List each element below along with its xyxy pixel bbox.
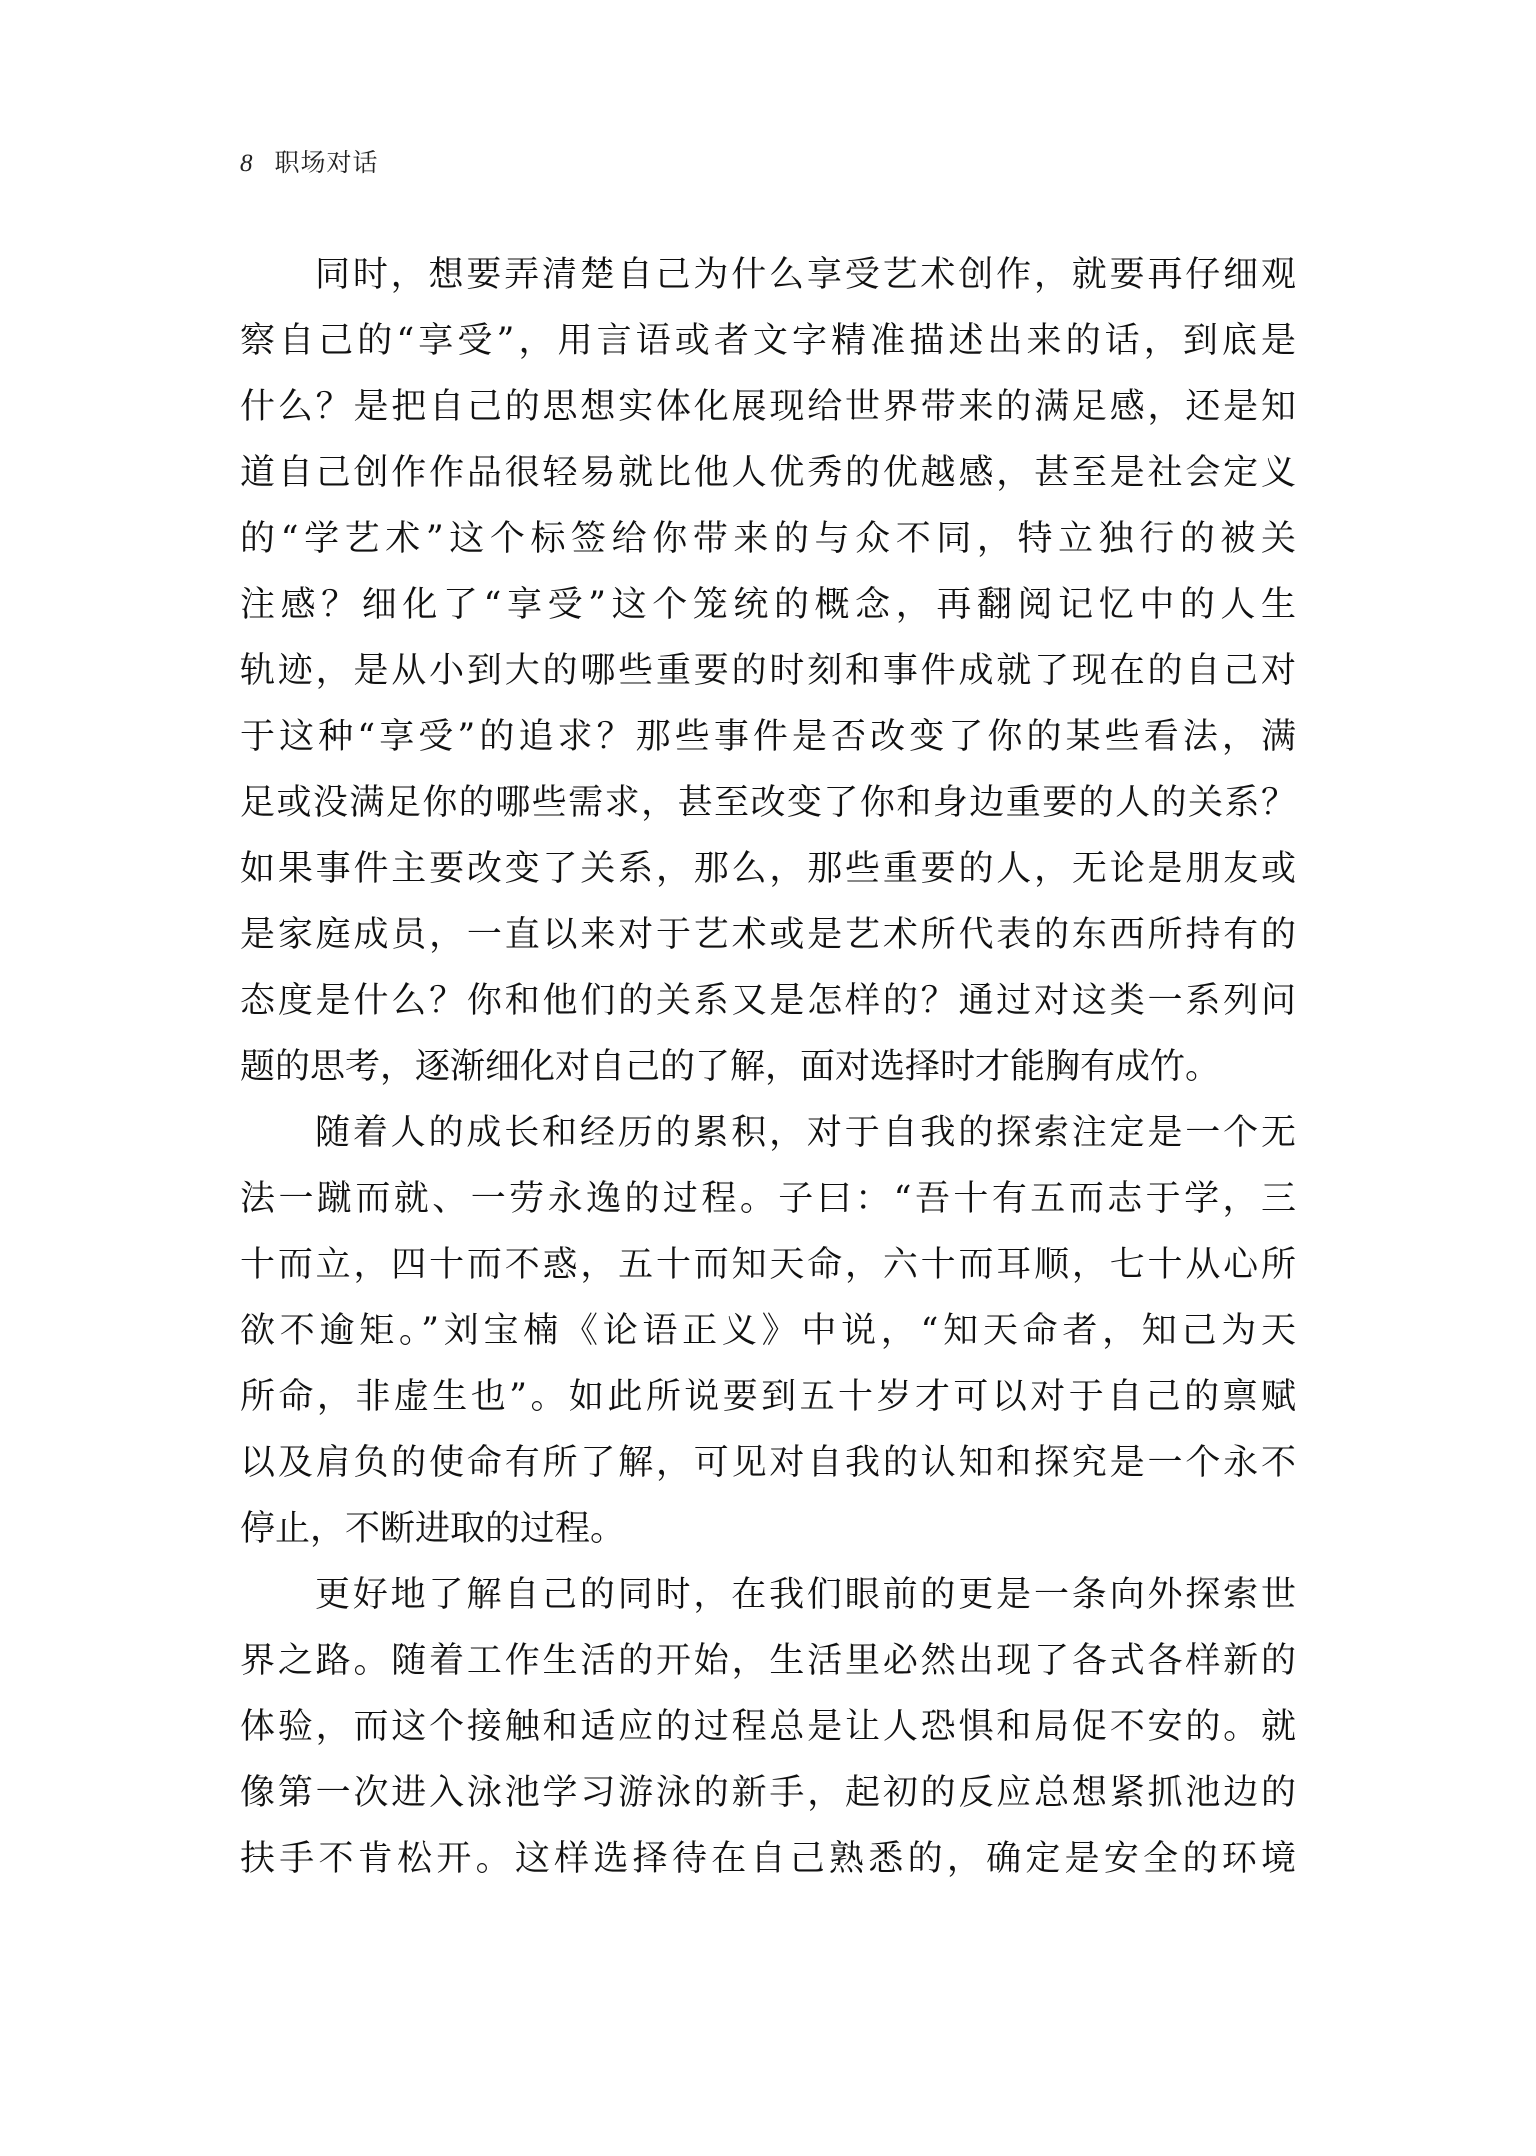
running-header [240, 143, 379, 179]
paragraph-3 [240, 1562, 1296, 1892]
text-line: 是家庭成员，一直以来对于艺术或是艺术所代表的东西所持有的 [240, 915, 1296, 955]
running-title: 职场对话 [274, 148, 379, 177]
paragraph-1 [240, 242, 1296, 1100]
text-line: 法一蹴而就、一劳永逸的过程。子曰：“吾十有五而志于学，三 [240, 1179, 1296, 1219]
body-text [240, 242, 1296, 1892]
text-line: 足或没满足你的哪些需求，甚至改变了你和身边重要的人的关系？ [240, 783, 1296, 823]
text-line: 察自己的“享受”，用言语或者文字精准描述出来的话，到底是 [240, 321, 1296, 361]
text-line: 界之路。随着工作生活的开始，生活里必然出现了各式各样新的 [240, 1641, 1296, 1681]
text-line: 轨迹，是从小到大的哪些重要的时刻和事件成就了现在的自己对 [240, 651, 1296, 691]
text-line: 于这种“享受”的追求？那些事件是否改变了你的某些看法，满 [240, 717, 1296, 757]
text-line: 十而立，四十而不惑，五十而知天命，六十而耳顺，七十从心所 [240, 1245, 1296, 1285]
text-line: 同时，想要弄清楚自己为什么享受艺术创作，就要再仔细观 [315, 255, 1296, 295]
text-line: 欲不逾矩。”刘宝楠《论语正义》中说，“知天命者，知己为天 [240, 1311, 1296, 1351]
text-line: 体验，而这个接触和适应的过程总是让人恐惧和局促不安的。就 [240, 1707, 1296, 1747]
text-line: 更好地了解自己的同时，在我们眼前的更是一条向外探索世 [315, 1575, 1296, 1615]
text-line: 随着人的成长和经历的累积，对于自我的探索注定是一个无 [315, 1113, 1296, 1153]
text-line: 像第一次进入泳池学习游泳的新手，起初的反应总想紧抓池边的 [240, 1773, 1296, 1813]
text-line: 题的思考，逐渐细化对自己的了解，面对选择时才能胸有成竹。 [240, 1047, 1221, 1087]
text-line: 扶手不肯松开。这样选择待在自己熟悉的，确定是安全的环境 [240, 1839, 1296, 1879]
text-line: 态度是什么？你和他们的关系又是怎样的？通过对这类一系列问 [240, 981, 1296, 1021]
text-line: 的“学艺术”这个标签给你带来的与众不同，特立独行的被关 [240, 519, 1296, 559]
text-line: 道自己创作作品很轻易就比他人优秀的优越感，甚至是社会定义 [240, 453, 1296, 493]
text-line: 以及肩负的使命有所了解，可见对自我的认知和探究是一个永不 [240, 1443, 1296, 1483]
paragraph-2 [240, 1100, 1296, 1562]
text-line: 所命，非虚生也”。如此所说要到五十岁才可以对于自己的禀赋 [240, 1377, 1296, 1417]
page-number: 8 [240, 150, 253, 177]
text-line: 什么？是把自己的思想实体化展现给世界带来的满足感，还是知 [240, 387, 1296, 427]
text-line: 如果事件主要改变了关系，那么，那些重要的人，无论是朋友或 [240, 849, 1296, 889]
text-line: 停止，不断进取的过程。 [240, 1509, 626, 1549]
text-line: 注感？细化了“享受”这个笼统的概念，再翻阅记忆中的人生 [240, 585, 1296, 625]
